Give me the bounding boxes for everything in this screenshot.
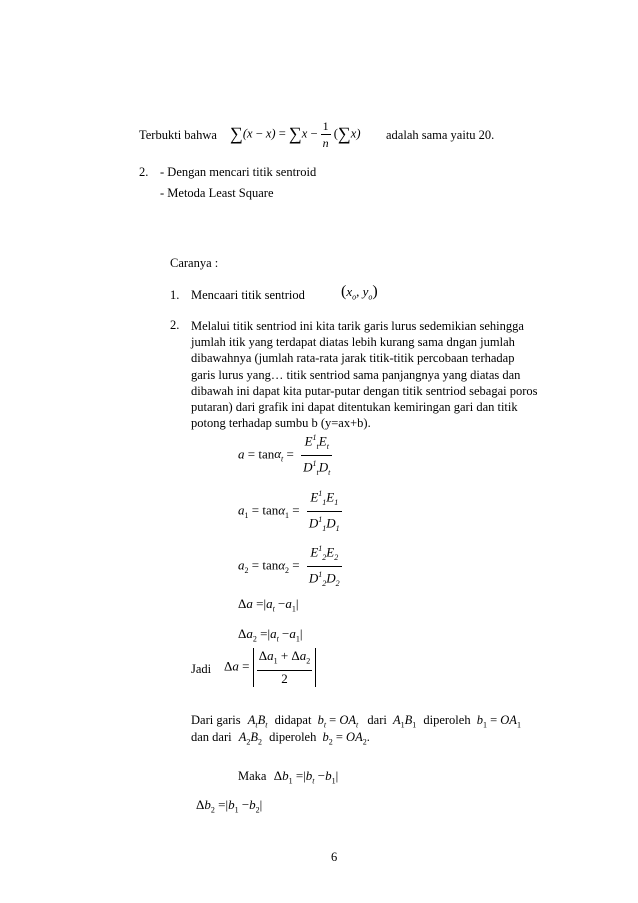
equation-delta-b2: $\Delta b_2 =|b_1 -b_2|$ xyxy=(196,797,263,815)
dari-text-b: didapat xyxy=(274,713,312,727)
step2-line: potong terhadap sumbu b (y=ax+b). xyxy=(191,416,371,431)
jadi-label: Jadi xyxy=(191,662,212,676)
step2-line: jumlah itik yang terdapat diatas lebih kurang sama dngan jumlah xyxy=(191,335,515,350)
dari-line-1: Dari garis $A_tB_t$ didapat $b_t = OA_t$ dari $A_1B_1$ diperoleh $b_1 = OA_1$ xyxy=(191,713,521,730)
equation-a-2: $a_2 = \tan\alpha_2$ = $\frac{E^1_2E_2}{D^1_2D_2}$ xyxy=(238,541,342,592)
caranya-heading: Caranya : xyxy=(170,256,219,270)
maka-label: Maka xyxy=(238,769,267,783)
sum-formula: ∑(x − x) = ∑x − $\frac{1}{n}$ (∑x) xyxy=(230,119,361,150)
item-line-b: - Metoda Least Square xyxy=(160,186,274,200)
dari-line-2: dan dari $A_2B_2$ diperoleh $b_2 = OA_2$. xyxy=(191,730,370,747)
step2-paragraph xyxy=(191,318,551,431)
proof-line xyxy=(139,128,217,143)
step2-line: dibawahnya (jumlah rata-rata jarak titik-titik percobaan terhadap xyxy=(191,351,515,366)
centroid-formula: ($x_o$, $y_o$) xyxy=(341,283,378,302)
proof-suffix: adalah sama yaitu 20. xyxy=(386,128,495,142)
item-line-a: - Dengan mencari titik sentroid xyxy=(160,165,317,179)
item-number: 2. xyxy=(139,165,149,179)
dari-text-e: dan dari xyxy=(191,730,232,744)
proof-prefix: Terbukti bahwa xyxy=(139,128,217,142)
equation-a-t: a = tanα$_t$ = $\frac{E^1_tE_t}{D^1_tD_t}$ xyxy=(238,430,332,481)
page-number: 6 xyxy=(331,850,338,864)
dari-text-f: diperoleh xyxy=(269,730,317,744)
step1-text: Mencaari titik sentriod xyxy=(191,288,305,302)
maka-line: Maka $\Delta b_1 =|b_t -b_1|$ xyxy=(238,768,339,786)
equation-a-1: $a_1 = \tan\alpha_1$ = $\frac{E^1_1E_1}{D^1_1D_1}$ xyxy=(238,486,342,537)
dari-text-a: Dari garis xyxy=(191,713,241,727)
step2-line: garis lurus yang… titik sentriod sama panjangnya yang diatas dan xyxy=(191,367,521,382)
equation-delta-a: $\Delta a =|a_t -a_1|$ xyxy=(238,596,299,614)
dari-text-d: diperoleh xyxy=(423,713,471,727)
step1-number: 1. xyxy=(170,288,180,302)
step2-number: 2. xyxy=(170,318,180,332)
step2-line: putaran) dari grafik ini dapat ditentukan kemiringan gari dan titik xyxy=(191,400,518,415)
equation-delta-a2: $\Delta a_2 =|a_t -a_1|$ xyxy=(238,626,303,644)
dari-text-c: dari xyxy=(367,713,387,727)
equation-jadi: Δa = $\frac{\Delta a_1 + \Delta a_2}{2}$ xyxy=(224,648,316,687)
step2-line: Melalui titik sentriod ini kita tarik garis lurus sedemikian sehingga xyxy=(191,319,524,333)
step2-line: dibawah ini dapat kita putar-putar dengan titik sentriod sebagai poros xyxy=(191,383,538,398)
